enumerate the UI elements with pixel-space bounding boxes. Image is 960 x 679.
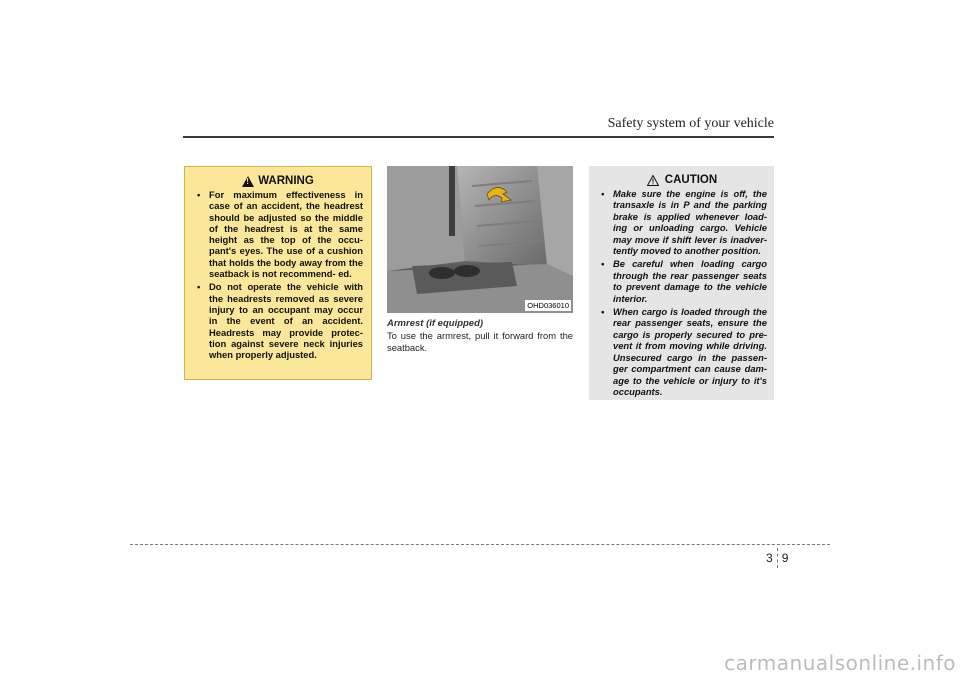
warning-header [193,175,363,187]
header-title: Safety system of your vehicle [607,116,774,131]
warning-icon [242,176,254,187]
caution-icon [647,175,659,186]
footer-rule [130,544,830,545]
warning-item: • For maximum effectiveness in case of an accident, the headrest should be adjusted so the middle of the headrest is at the same height as the top of the occu- pant's eyes. The use of a cushion that holds the body away from the seatback is not recommend- ed. [193,189,363,279]
page-index: 9 [781,551,789,565]
armrest-photo [387,166,573,313]
watermark: carmanualsonline.info [724,651,956,675]
caution-label: CAUTION [664,174,718,186]
caution-box [589,166,774,400]
chapter-number: 3 [766,551,773,565]
caution-item: • Be careful when loading cargo through the rear passenger seats to prevent damage to the vehicle interior. [597,258,767,304]
caution-header [597,174,767,186]
page-separator [777,548,778,568]
figure-code: OHD036010 [527,301,569,310]
caution-item: • Make sure the engine is off, the transaxle is in P and the parking brake is applied whenever load- ing or unloading cargo. Vehicle may move if shift lever is inadver- tently moved to another position. [597,188,767,256]
caution-item: • When cargo is loaded through the rear passenger seats, ensure the cargo is properly secured to pre- vent it from moving while driving. Unsecured cargo in the passen- ger compartment can cause dam- age to the vehicle or injury to it's occupants. [597,306,767,397]
armrest-photo-illustration [387,166,573,313]
warning-box [184,166,372,380]
armrest-text: To use the armrest, pull it forward from the seatback. [387,330,573,353]
header-rule [183,136,774,138]
warning-list [193,189,363,360]
page-number [766,548,788,568]
warning-label: WARNING [258,175,314,187]
warning-item: • Do not operate the vehicle with the headrests removed as severe injury to an occupant may occur in the event of an accident. Headrests may provide protec- tion against severe neck injuries when properly adjusted. [193,281,363,360]
caution-list [597,188,767,397]
armrest-caption: Armrest (if equipped) [387,318,484,329]
